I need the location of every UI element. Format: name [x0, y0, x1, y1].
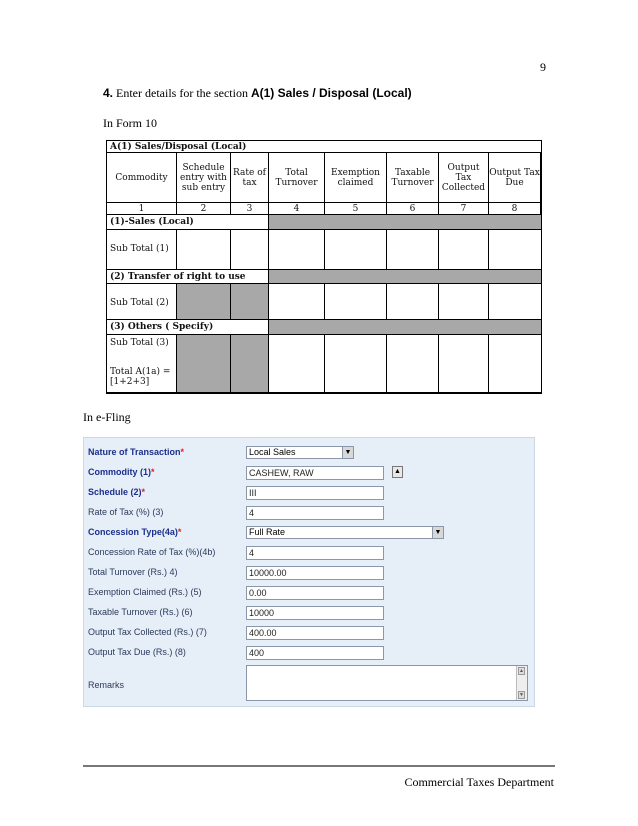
remarks-scrollbar[interactable]	[516, 666, 527, 700]
form10-cell	[231, 335, 269, 392]
field-label-text: Taxable Turnover (Rs.) (6)	[88, 607, 193, 617]
form10-cell	[269, 284, 325, 319]
field-input[interactable]: 400	[246, 646, 384, 660]
select-value: Local Sales	[249, 447, 296, 457]
form10-cell	[269, 230, 325, 269]
form10-col-header: Total Turnover	[269, 153, 325, 203]
form10-col-number: 3	[231, 203, 269, 215]
form10-row	[107, 270, 541, 284]
scroll-down-icon[interactable]: ▼	[519, 692, 524, 698]
field-label	[88, 627, 207, 637]
form10-cell	[107, 284, 177, 319]
form10-cell	[177, 284, 231, 319]
form10-label: In Form 10	[103, 116, 157, 130]
form10-col-header: Commodity	[107, 153, 177, 203]
required-marker: *	[141, 487, 146, 497]
chevron-down-icon[interactable]: ▼	[432, 527, 443, 538]
form10-section-label: (2) Transfer of right to use	[110, 272, 246, 282]
required-marker: *	[151, 467, 155, 477]
form10-shaded-band	[269, 320, 541, 334]
form10-cell	[325, 284, 387, 319]
footer-rule	[83, 765, 555, 767]
field-label	[88, 547, 215, 557]
field-label-text: Commodity (1)	[88, 467, 151, 477]
form10-cell	[325, 335, 387, 392]
field-label-text: Output Tax Due (Rs.) (8)	[88, 647, 186, 657]
field-label	[88, 447, 184, 457]
footer-text: Commercial Taxes Department	[404, 775, 554, 789]
form10-col-header: Output Tax Due	[489, 153, 541, 203]
form10-cell	[387, 284, 439, 319]
form10-cell	[325, 230, 387, 269]
remarks-textarea[interactable]	[246, 665, 528, 701]
field-input[interactable]: CASHEW, RAW	[246, 466, 384, 480]
heading-section: A(1) Sales / Disposal (Local)	[250, 86, 412, 100]
form10-col-number: 1	[107, 203, 177, 215]
field-label	[88, 487, 145, 497]
field-label-text: Rate of Tax (%) (3)	[88, 507, 164, 517]
form10-cell	[107, 335, 177, 392]
required-marker: *	[180, 447, 185, 457]
form10-cell	[489, 230, 541, 269]
select-value: Full Rate	[249, 527, 286, 537]
form10-section-label-cell	[107, 270, 269, 283]
form10-cell	[439, 230, 489, 269]
form10-cell	[269, 335, 325, 392]
field-label	[88, 607, 193, 617]
field-label-text: Concession Type(4a)	[88, 527, 178, 537]
form10-cell	[177, 230, 231, 269]
form10-section-label-cell	[107, 320, 269, 334]
form10-subtotal-label: Sub Total (3)	[110, 338, 169, 348]
form10-col-header: Rate of tax	[231, 153, 269, 203]
required-marker: *	[177, 527, 182, 537]
form10-cell	[387, 230, 439, 269]
field-label-text: Total Turnover (Rs.) 4)	[88, 567, 178, 577]
form10-col-number: 4	[269, 203, 325, 215]
field-select[interactable]	[246, 526, 444, 539]
field-label	[88, 507, 163, 517]
form10-cell	[489, 335, 541, 392]
form10-col-number: 2	[177, 203, 231, 215]
form10-row	[107, 230, 541, 270]
heading-number: 4.	[103, 86, 114, 100]
page-number: 9	[540, 60, 546, 74]
form10-row	[107, 284, 541, 320]
commodity-lookup-button[interactable]: ▲	[392, 466, 403, 478]
form10-subtotal-label: Sub Total (2)	[110, 298, 169, 308]
field-input[interactable]: 0.00	[246, 586, 384, 600]
field-input[interactable]: III	[246, 486, 384, 500]
form10-subtotal-label: Sub Total (1)	[110, 244, 169, 254]
field-input[interactable]: 10000.00	[246, 566, 384, 580]
form10-col-header: Exemption claimed	[325, 153, 387, 203]
form10-col-header: Taxable Turnover	[387, 153, 439, 203]
form10-cell	[439, 335, 489, 392]
form10-cell	[107, 230, 177, 269]
form10-section-label-cell	[107, 215, 269, 229]
form10-table	[106, 140, 542, 394]
field-label-text: Nature of Transaction	[88, 447, 181, 457]
form10-shaded-band	[269, 215, 541, 229]
form10-cell	[489, 284, 541, 319]
form10-row	[107, 320, 541, 335]
field-label	[88, 647, 186, 657]
field-select[interactable]	[246, 446, 354, 459]
field-label-text: Concession Rate of Tax (%)(4b)	[88, 547, 216, 557]
form10-section-label: (3) Others ( Specify)	[110, 322, 214, 332]
form10-col-number: 7	[439, 203, 489, 215]
field-input[interactable]: 4	[246, 506, 384, 520]
field-input[interactable]: 4	[246, 546, 384, 560]
field-input[interactable]: 10000	[246, 606, 384, 620]
form10-cell	[387, 335, 439, 392]
form10-col-number: 6	[387, 203, 439, 215]
field-label-text: Exemption Claimed (Rs.) (5)	[88, 587, 202, 597]
efiling-form	[83, 437, 535, 707]
form10-row	[107, 335, 541, 393]
form10-col-header: Schedule entry with sub entry	[177, 153, 231, 203]
field-label	[88, 527, 181, 537]
remarks-label: Remarks	[88, 680, 125, 690]
form10-cell	[177, 335, 231, 392]
field-label-text: Schedule (2)	[88, 487, 142, 497]
form10-cell	[439, 284, 489, 319]
form10-col-number: 5	[325, 203, 387, 215]
efiling-label: In e-Fling	[83, 410, 131, 424]
form10-shaded-band	[269, 270, 541, 283]
chevron-down-icon[interactable]: ▼	[342, 447, 353, 458]
form10-cell	[231, 230, 269, 269]
field-label	[88, 567, 178, 577]
form10-cell	[231, 284, 269, 319]
field-input[interactable]: 400.00	[246, 626, 384, 640]
heading-text: Enter details for the section	[116, 86, 248, 100]
field-label-text: Output Tax Collected (Rs.) (7)	[88, 627, 207, 637]
form10-title: A(1) Sales/Disposal (Local)	[107, 141, 541, 153]
form10-col-header: Output Tax Collected	[439, 153, 489, 203]
field-label	[88, 467, 155, 477]
form10-row	[107, 215, 541, 230]
field-label	[88, 587, 202, 597]
form10-section-label: (1)-Sales (Local)	[110, 217, 194, 227]
form10-col-number: 8	[489, 203, 541, 215]
form10-total-label: Total A(1a) =[1+2+3]	[110, 367, 171, 387]
section-heading	[103, 86, 412, 101]
scroll-up-icon[interactable]: ▲	[519, 668, 524, 674]
